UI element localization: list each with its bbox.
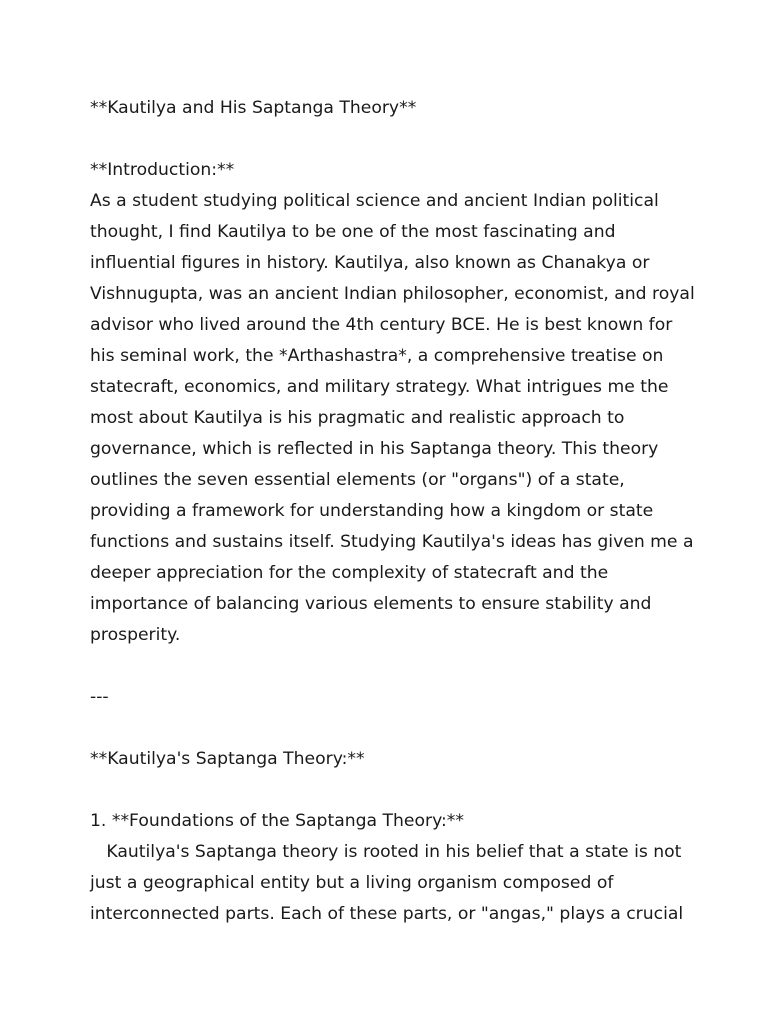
intro-line: his seminal work, the *Arthashastra*, a comprehensive treatise on: [90, 346, 664, 366]
document-title: **Kautilya and His Saptanga Theory**: [90, 98, 417, 118]
intro-line: deeper appreciation for the complexity of statecraft and the: [90, 563, 609, 583]
intro-line: influential figures in history. Kautilya, also known as Chanakya or: [90, 253, 650, 273]
item-line: just a geographical entity but a living organism composed of: [90, 873, 614, 893]
intro-line: statecraft, economics, and military strategy. What intrigues me the: [90, 377, 669, 397]
item-line: Kautilya's Saptanga theory is rooted in his belief that a state is not: [90, 842, 682, 862]
intro-paragraph: [90, 186, 710, 651]
intro-line: advisor who lived around the 4th century BCE. He is best known for: [90, 315, 673, 335]
intro-line: providing a framework for understanding how a kingdom or state: [90, 501, 654, 521]
spacer: [90, 713, 710, 744]
section-separator: ---: [90, 687, 109, 707]
intro-line: thought, I find Kautilya to be one of the most fascinating and: [90, 222, 616, 242]
intro-line: As a student studying political science and ancient Indian political: [90, 191, 659, 211]
item-line: interconnected parts. Each of these parts, or "angas," plays a crucial: [90, 904, 684, 924]
section-heading: **Kautilya's Saptanga Theory:**: [90, 749, 365, 769]
intro-line: importance of balancing various elements to ensure stability and: [90, 594, 652, 614]
intro-line: most about Kautilya is his pragmatic and realistic approach to: [90, 408, 625, 428]
intro-line: outlines the seven essential elements (or "organs") of a state,: [90, 470, 625, 490]
spacer: [90, 651, 710, 682]
intro-line: prosperity.: [90, 625, 181, 645]
intro-line: functions and sustains itself. Studying Kautilya's ideas has given me a: [90, 532, 694, 552]
document-page: [90, 93, 710, 930]
list-item-paragraph: [90, 837, 710, 930]
intro-line: governance, which is reflected in his Saptanga theory. This theory: [90, 439, 659, 459]
intro-line: Vishnugupta, was an ancient Indian philosopher, economist, and royal: [90, 284, 695, 304]
spacer: [90, 775, 710, 806]
spacer: [90, 124, 710, 155]
list-item-heading: 1. **Foundations of the Saptanga Theory:**: [90, 811, 464, 831]
intro-heading: **Introduction:**: [90, 160, 235, 180]
